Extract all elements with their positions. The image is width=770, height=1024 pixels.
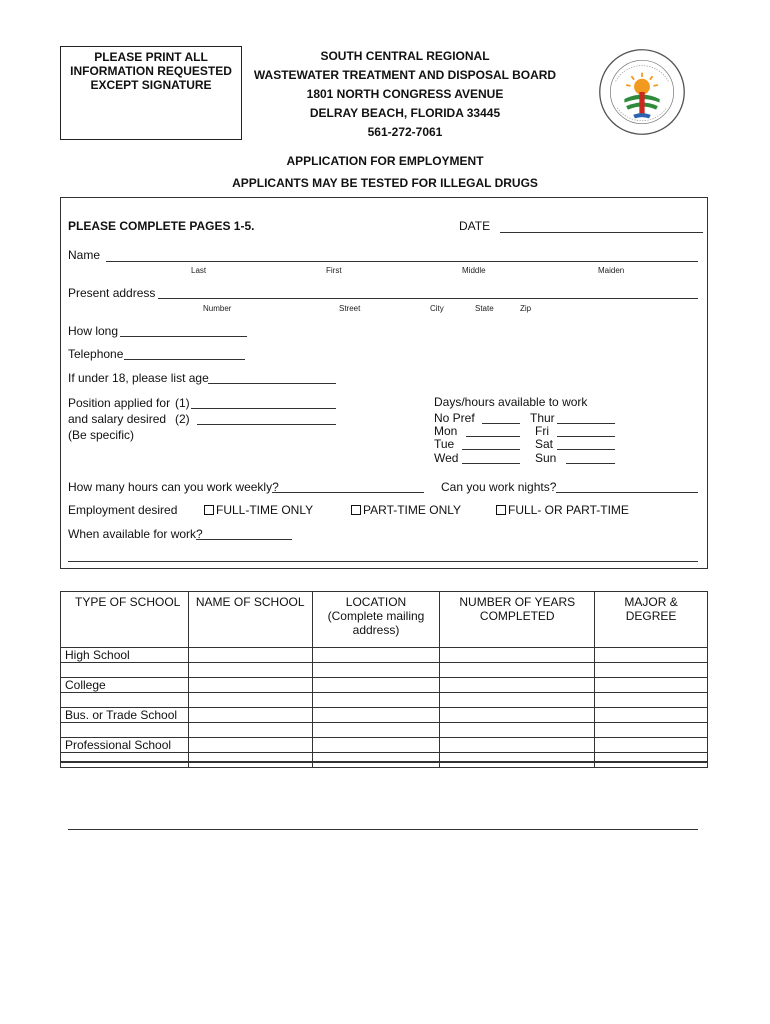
day-wed-field[interactable]	[462, 463, 520, 464]
day-mon-label: Mon	[434, 424, 458, 438]
name-field[interactable]	[106, 261, 698, 262]
address-sub-state: State	[475, 304, 494, 313]
school-major-cell[interactable]	[595, 753, 708, 768]
name-sub-last: Last	[191, 266, 207, 275]
school-years-cell[interactable]	[440, 648, 595, 663]
school-location-cell[interactable]	[312, 738, 440, 753]
day-no-pref-field[interactable]	[482, 423, 520, 424]
table-row	[61, 693, 708, 708]
organization-header	[250, 47, 560, 142]
name-label: Name	[68, 248, 101, 262]
print-notice-box	[60, 46, 242, 140]
school-type-cell-blank	[61, 723, 189, 738]
table-row	[61, 648, 708, 663]
school-name-cell[interactable]	[188, 753, 312, 768]
salary-label: and salary desired	[68, 412, 167, 426]
how-long-field[interactable]	[120, 336, 247, 337]
school-major-cell[interactable]	[595, 678, 708, 693]
school-location-cell[interactable]	[312, 678, 440, 693]
how-long-label: How long	[68, 324, 119, 338]
name-sub-middle: Middle	[462, 266, 486, 275]
day-tue-label: Tue	[434, 437, 455, 451]
address-sub-city: City	[430, 304, 444, 313]
school-years-cell[interactable]	[440, 723, 595, 738]
additional-info-field[interactable]	[68, 829, 698, 830]
school-type-cell-blank	[61, 753, 189, 768]
school-type-cell-blank	[61, 693, 189, 708]
position-2-field[interactable]	[197, 424, 336, 425]
school-major-cell[interactable]	[595, 693, 708, 708]
org-city: DELRAY BEACH, FLORIDA 33445	[309, 106, 501, 120]
school-major-cell[interactable]	[595, 648, 708, 663]
nights-label: Can you work nights?	[441, 480, 557, 494]
telephone-field[interactable]	[124, 359, 245, 360]
days-hours-heading: Days/hours available to work	[434, 395, 588, 409]
table-row	[61, 753, 708, 768]
school-location-cell[interactable]	[312, 693, 440, 708]
school-name-cell[interactable]	[188, 708, 312, 723]
table-row	[61, 723, 708, 738]
school-location-cell[interactable]	[312, 723, 440, 738]
school-years-cell[interactable]	[440, 753, 595, 768]
column-header-type: TYPE OF SCHOOL	[61, 592, 189, 648]
day-thur-label: Thur	[530, 411, 555, 425]
date-field[interactable]	[500, 232, 703, 233]
school-type-cell: Bus. or Trade School	[61, 708, 189, 723]
complete-pages-notice: PLEASE COMPLETE PAGES 1-5.	[68, 219, 255, 233]
school-type-cell: Professional School	[61, 738, 189, 753]
school-type-cell-blank	[61, 663, 189, 678]
school-years-cell[interactable]	[440, 738, 595, 753]
org-line1: SOUTH CENTRAL REGIONAL	[320, 49, 490, 63]
org-address: 1801 NORTH CONGRESS AVENUE	[306, 87, 504, 101]
school-years-cell[interactable]	[440, 693, 595, 708]
table-row	[61, 663, 708, 678]
school-location-cell[interactable]	[312, 648, 440, 663]
school-name-cell[interactable]	[188, 723, 312, 738]
notice-line: EXCEPT SIGNATURE	[90, 78, 212, 92]
date-label: DATE	[459, 219, 491, 233]
position-2-label: (2)	[175, 412, 190, 426]
position-1-label: (1)	[175, 396, 190, 410]
column-header-major: MAJOR & DEGREE	[595, 592, 708, 648]
column-header-name: NAME OF SCHOOL	[188, 592, 312, 648]
name-sub-first: First	[326, 266, 342, 275]
notice-line: INFORMATION REQUESTED	[70, 64, 232, 78]
school-major-cell[interactable]	[595, 738, 708, 753]
drug-test-notice: APPLICANTS MAY BE TESTED FOR ILLEGAL DRUGS	[232, 176, 538, 190]
address-sub-number: Number	[203, 304, 232, 313]
age-field[interactable]	[208, 383, 336, 384]
org-phone: 561-272-7061	[367, 125, 443, 139]
telephone-label: Telephone	[68, 347, 124, 361]
name-sub-maiden: Maiden	[598, 266, 625, 275]
form-title: APPLICATION FOR EMPLOYMENT	[286, 154, 484, 168]
full-or-part-time-checkbox[interactable]: FULL- OR PART-TIME	[496, 503, 629, 517]
hours-weekly-field[interactable]	[272, 492, 424, 493]
school-major-cell[interactable]	[595, 708, 708, 723]
when-available-label: When available for work?	[68, 527, 203, 541]
school-name-cell[interactable]	[188, 738, 312, 753]
school-years-cell[interactable]	[440, 678, 595, 693]
column-header-years: NUMBER OF YEARS COMPLETED	[440, 592, 595, 648]
employment-desired-label: Employment desired	[68, 503, 178, 517]
notice-line: PLEASE PRINT ALL	[94, 50, 208, 64]
part-time-checkbox[interactable]: PART-TIME ONLY	[351, 503, 461, 517]
school-type-cell: College	[61, 678, 189, 693]
table-row	[61, 678, 708, 693]
hours-weekly-label: How many hours can you work weekly?	[68, 480, 279, 494]
school-name-cell[interactable]	[188, 663, 312, 678]
school-location-cell[interactable]	[312, 708, 440, 723]
nights-field[interactable]	[556, 492, 698, 493]
school-name-cell[interactable]	[188, 693, 312, 708]
table-row	[61, 708, 708, 723]
table-header-row	[61, 592, 708, 648]
table-row	[61, 738, 708, 753]
day-fri-field[interactable]	[557, 436, 615, 437]
address-field[interactable]	[158, 298, 698, 299]
school-location-cell[interactable]	[312, 753, 440, 768]
school-major-cell[interactable]	[595, 723, 708, 738]
full-time-checkbox[interactable]: FULL-TIME ONLY	[204, 503, 313, 517]
day-sat-label: Sat	[535, 437, 554, 451]
day-tue-field[interactable]	[462, 449, 520, 450]
school-location-cell[interactable]	[312, 663, 440, 678]
day-thur-field[interactable]	[557, 423, 615, 424]
school-major-cell[interactable]	[595, 663, 708, 678]
education-table	[60, 591, 708, 768]
day-mon-field[interactable]	[466, 436, 520, 437]
position-1-field[interactable]	[191, 408, 336, 409]
day-no-pref-label: No Pref	[434, 411, 475, 425]
org-line2: WASTEWATER TREATMENT AND DISPOSAL BOARD	[253, 68, 557, 82]
school-years-cell[interactable]	[440, 708, 595, 723]
school-name-cell[interactable]	[188, 678, 312, 693]
address-label: Present address	[68, 286, 156, 300]
school-name-cell[interactable]	[188, 648, 312, 663]
be-specific-note: (Be specific)	[68, 428, 135, 442]
organization-seal-logo	[598, 48, 686, 136]
position-label: Position applied for	[68, 396, 171, 410]
when-available-field[interactable]	[196, 539, 292, 540]
day-sat-field[interactable]	[557, 449, 615, 450]
school-type-cell: High School	[61, 648, 189, 663]
address-sub-street: Street	[339, 304, 361, 313]
section-divider	[60, 761, 708, 763]
school-years-cell[interactable]	[440, 663, 595, 678]
day-sun-label: Sun	[535, 451, 557, 465]
address-sub-zip: Zip	[520, 304, 532, 313]
day-sun-field[interactable]	[566, 463, 615, 464]
column-header-location: LOCATION (Complete mailing address)	[312, 592, 440, 648]
day-wed-label: Wed	[434, 451, 459, 465]
under-18-label: If under 18, please list age	[68, 371, 209, 385]
day-fri-label: Fri	[535, 424, 549, 438]
when-available-field-continued[interactable]	[68, 561, 698, 562]
